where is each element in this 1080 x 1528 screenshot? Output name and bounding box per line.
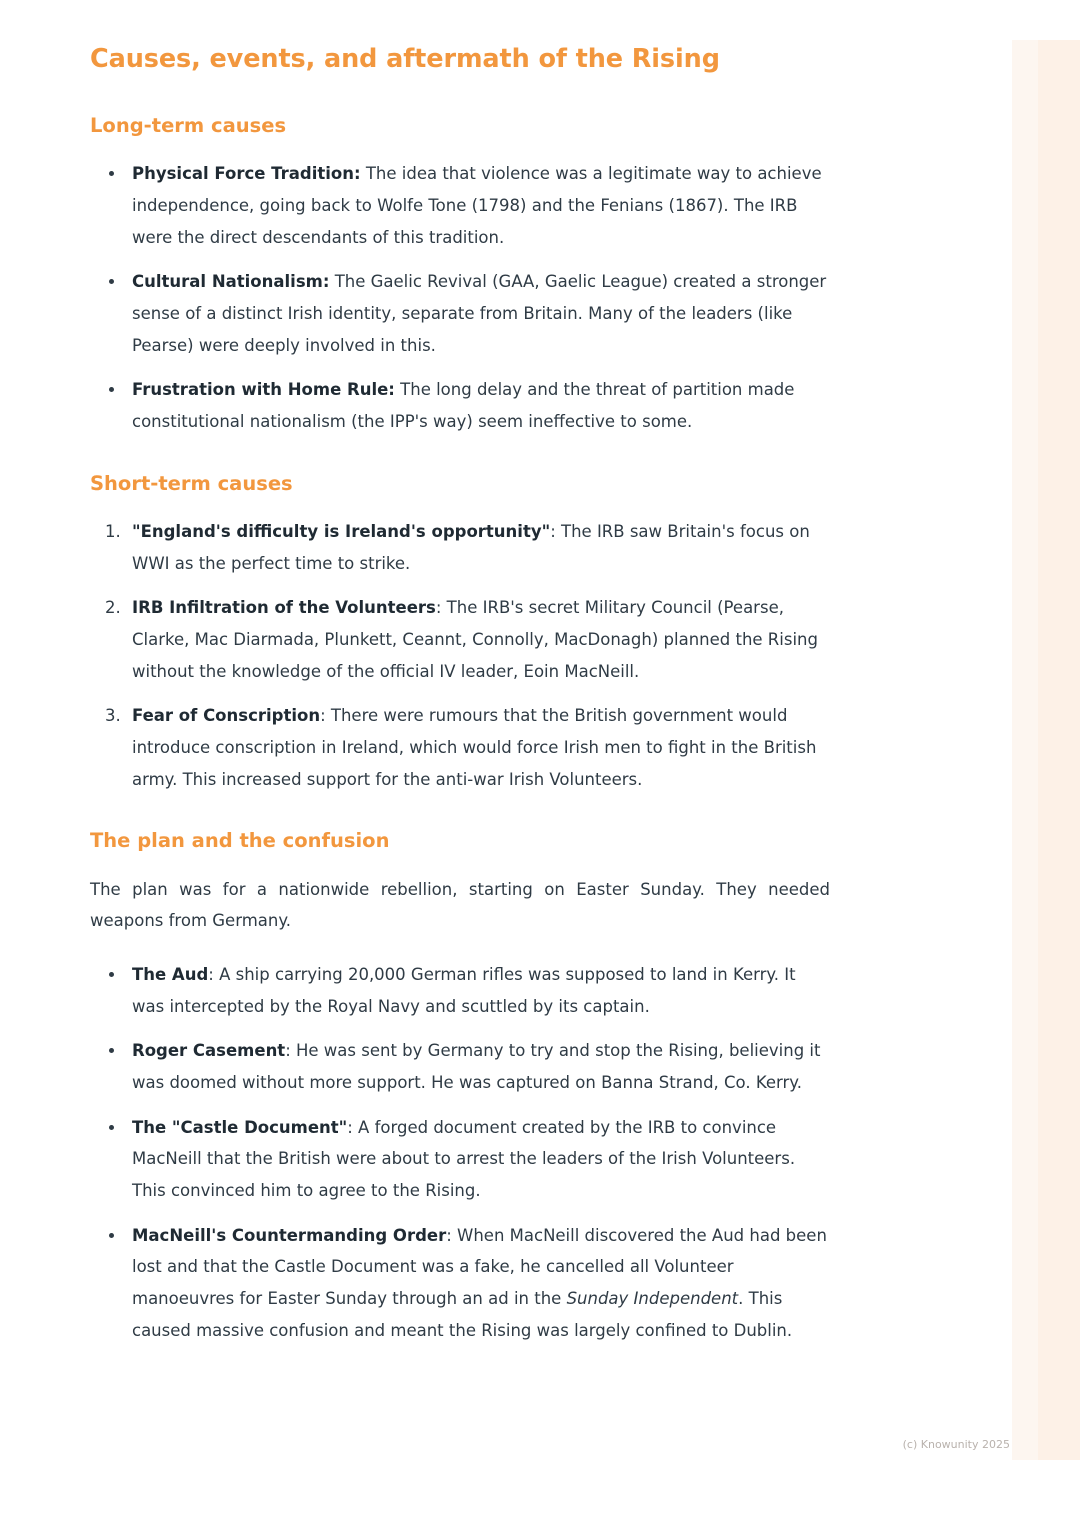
decorative-band-inner	[1012, 40, 1038, 1460]
section-heading: Long-term causes	[90, 113, 287, 137]
list-item-text: : The IRB saw Britain's focus on WWI as the perfect time to strike.	[132, 522, 810, 573]
list-item-term: Physical Force Tradition:	[132, 164, 361, 184]
list-item-text: : The IRB's secret Military Council (Pearse, Clarke, Mac Diarmada, Plunkett, Ceannt, Connolly, MacDonagh) planned the Rising without the knowledge of the official IV leader, Eoin MacNeill.	[132, 598, 818, 681]
section-heading: The plan and the confusion	[90, 829, 390, 853]
list-item-term: Cultural Nationalism:	[132, 272, 330, 292]
list-item-text: : A ship carrying 20,000 German rifles was supposed to land in Kerry. It was intercepted by the Royal Navy and scuttled by its captain.	[132, 965, 796, 1016]
short-term-causes-list	[90, 516, 830, 795]
section-heading: Short-term causes	[90, 471, 293, 495]
list-item-term: Fear of Conscription	[132, 706, 321, 726]
section-short-term-causes	[90, 472, 830, 796]
section-long-term-causes	[90, 114, 830, 438]
list-item-term: "England's difficulty is Ireland's opportunity"	[132, 522, 551, 541]
list-item	[126, 1220, 830, 1347]
list-item-text: The idea that violence was a legitimate way to achieve independence, going back to Wolfe Tone (1798) and the Fenians (1867). The IRB were the direct descendants of this tradition.	[132, 164, 822, 247]
list-item-text-after: . This caused massive confusion and meant the Rising was largely confined to Dublin.	[132, 1289, 793, 1340]
list-item	[126, 266, 830, 361]
list-item	[126, 592, 830, 687]
list-item-text-before: : When MacNeill discovered the Aud had been lost and that the Castle Document was a fake, he cancelled all Volunteer manoeuvres for Easter Sunday through an ad in the	[132, 1225, 827, 1309]
list-item	[126, 158, 830, 253]
list-item-text: The Gaelic Revival (GAA, Gaelic League) created a stronger sense of a distinct Irish identity, separate from Britain. Many of the leaders (like Pearse) were deeply involved in this.	[132, 272, 827, 355]
section-lead-paragraph: The plan was for a nationwide rebellion, starting on Easter Sunday. They needed weapons from Germany.	[90, 879, 830, 931]
list-item-text: : There were rumours that the British government would introduce conscription in Ireland, which would force Irish men to fight in the British army. This increased support for the anti-war Irish Volunteers.	[132, 706, 817, 789]
list-item	[126, 1035, 830, 1098]
list-item-term: Roger Casement	[132, 1041, 286, 1061]
list-item-term: The "Castle Document"	[132, 1117, 348, 1137]
document-content	[90, 44, 830, 1359]
list-item	[126, 959, 830, 1022]
long-term-causes-list	[90, 158, 830, 437]
list-item-text: : A forged document created by the IRB to convince MacNeill that the British were about to arrest the leaders of the Irish Volunteers. This convinced him to agree to the Rising.	[132, 1117, 796, 1201]
list-item-term: Frustration with Home Rule:	[132, 380, 395, 400]
list-item-term: The Aud	[132, 965, 209, 985]
list-item-text: : He was sent by Germany to try and stop the Rising, believing it was doomed without more support. He was captured on Banna Strand, Co. Kerry.	[132, 1041, 821, 1093]
list-item-term: MacNeill's Countermanding Order	[132, 1225, 447, 1245]
list-item	[126, 516, 830, 579]
decorative-band-outer	[1038, 40, 1080, 1460]
list-item-italic-title: Sunday Independent	[566, 1289, 739, 1309]
copyright-footer: (c) Knowunity 2025	[902, 1438, 1010, 1451]
list-item	[126, 374, 830, 437]
page-title: Causes, events, and aftermath of the Rising	[90, 44, 720, 74]
list-item	[126, 700, 830, 795]
list-item	[126, 1112, 830, 1207]
list-item-text: The long delay and the threat of partition made constitutional nationalism (the IPP's way) seem ineffective to some.	[132, 380, 795, 431]
plan-and-confusion-list	[90, 959, 830, 1346]
section-plan-and-confusion	[90, 829, 830, 1346]
list-item-term: IRB Infiltration of the Volunteers	[132, 598, 436, 618]
